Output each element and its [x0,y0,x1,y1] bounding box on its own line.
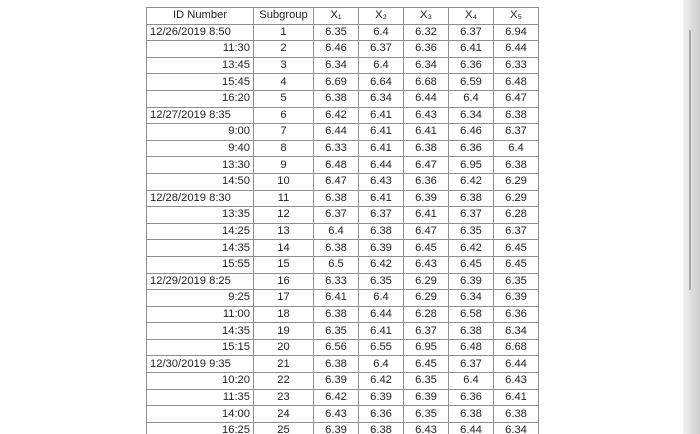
subgroup-cell: 1 [254,24,314,41]
x3-cell: 6.45 [404,240,449,257]
x4-cell: 6.35 [449,223,494,240]
x5-cell: 6.35 [494,273,539,290]
x4-cell: 6.42 [449,240,494,257]
x4-cell: 6.4 [449,373,494,390]
subgroup-cell: 14 [254,240,314,257]
x4-cell: 6.59 [449,74,494,91]
x3-cell: 6.43 [404,107,449,124]
table-row [147,190,539,207]
x3-cell: 6.47 [404,157,449,174]
id-number-cell: 13:30 [147,157,254,174]
table-row [147,124,539,141]
x5-cell: 6.44 [494,41,539,58]
subgroup-cell: 7 [254,124,314,141]
id-number-cell: 11:00 [147,306,254,323]
x2-cell: 6.41 [359,323,404,340]
x1-cell: 6.33 [314,140,359,157]
x5-cell: 6.68 [494,339,539,356]
x3-cell: 6.38 [404,140,449,157]
x5-cell: 6.37 [494,124,539,141]
x5-cell: 6.38 [494,157,539,174]
table-row [147,323,539,340]
table-row [147,406,539,423]
x3-cell: 6.36 [404,41,449,58]
x1-cell: 6.34 [314,57,359,74]
table-row [147,74,539,91]
x2-cell: 6.39 [359,389,404,406]
id-number-cell: 12/29/2019 8:25 [147,273,254,290]
header-row [147,8,539,25]
header-id-number: ID Number [147,8,254,25]
subgroup-cell: 24 [254,406,314,423]
table-row [147,223,539,240]
id-number-cell: 11:30 [147,41,254,58]
x5-cell: 6.45 [494,240,539,257]
x1-cell: 6.35 [314,24,359,41]
subgroup-cell: 19 [254,323,314,340]
header-x5: X₅ [494,8,539,25]
table-row [147,422,539,434]
x1-cell: 6.38 [314,190,359,207]
x2-cell: 6.41 [359,140,404,157]
table-row [147,256,539,273]
id-number-cell: 14:00 [147,406,254,423]
x1-cell: 6.4 [314,223,359,240]
x5-cell: 6.36 [494,306,539,323]
x4-cell: 6.48 [449,339,494,356]
id-number-cell: 14:25 [147,223,254,240]
x2-cell: 6.39 [359,240,404,257]
subgroup-cell: 23 [254,389,314,406]
id-number-cell: 16:25 [147,422,254,434]
subgroup-cell: 8 [254,140,314,157]
table-row [147,389,539,406]
table-row [147,41,539,58]
x2-cell: 6.35 [359,273,404,290]
table-row [147,157,539,174]
subgroup-cell: 11 [254,190,314,207]
x3-cell: 6.35 [404,406,449,423]
x5-cell: 6.47 [494,90,539,107]
x3-cell: 6.29 [404,290,449,307]
table-row [147,90,539,107]
x5-cell: 6.94 [494,24,539,41]
x5-cell: 6.34 [494,323,539,340]
x1-cell: 6.38 [314,90,359,107]
id-number-cell: 12/26/2019 8:50 [147,24,254,41]
id-number-cell: 12/30/2019 9:35 [147,356,254,373]
x3-cell: 6.47 [404,223,449,240]
subgroup-cell: 6 [254,107,314,124]
id-number-cell: 12/28/2019 8:30 [147,190,254,207]
x2-cell: 6.42 [359,256,404,273]
x4-cell: 6.58 [449,306,494,323]
subgroup-cell: 16 [254,273,314,290]
subgroup-cell: 9 [254,157,314,174]
id-number-cell: 15:45 [147,74,254,91]
x5-cell: 6.33 [494,57,539,74]
x4-cell: 6.95 [449,157,494,174]
x1-cell: 6.39 [314,373,359,390]
table-row [147,273,539,290]
id-number-cell: 16:20 [147,90,254,107]
x1-cell: 6.33 [314,273,359,290]
x1-cell: 6.35 [314,323,359,340]
x2-cell: 6.41 [359,124,404,141]
subgroup-cell: 18 [254,306,314,323]
id-number-cell: 14:35 [147,240,254,257]
x2-cell: 6.38 [359,223,404,240]
x1-cell: 6.56 [314,339,359,356]
x4-cell: 6.36 [449,140,494,157]
x4-cell: 6.45 [449,256,494,273]
x4-cell: 6.4 [449,90,494,107]
x1-cell: 6.38 [314,306,359,323]
subgroup-cell: 12 [254,207,314,224]
x4-cell: 6.44 [449,422,494,434]
x3-cell: 6.45 [404,356,449,373]
x5-cell: 6.45 [494,256,539,273]
subgroup-cell: 10 [254,173,314,190]
x2-cell: 6.64 [359,74,404,91]
x1-cell: 6.46 [314,41,359,58]
x3-cell: 6.35 [404,373,449,390]
x5-cell: 6.44 [494,356,539,373]
id-number-cell: 9:00 [147,124,254,141]
x3-cell: 6.39 [404,190,449,207]
x2-cell: 6.42 [359,373,404,390]
x1-cell: 6.37 [314,207,359,224]
x2-cell: 6.37 [359,41,404,58]
x4-cell: 6.39 [449,273,494,290]
x2-cell: 6.43 [359,173,404,190]
table-row [147,24,539,41]
x1-cell: 6.38 [314,240,359,257]
x4-cell: 6.38 [449,190,494,207]
x5-cell: 6.39 [494,290,539,307]
x1-cell: 6.38 [314,356,359,373]
x2-cell: 6.44 [359,157,404,174]
table-row [147,339,539,356]
x4-cell: 6.38 [449,406,494,423]
id-number-cell: 9:25 [147,290,254,307]
page-edge-shadow [683,0,700,434]
page-edge-line [689,30,691,290]
x4-cell: 6.37 [449,24,494,41]
x3-cell: 6.68 [404,74,449,91]
x3-cell: 6.43 [404,422,449,434]
header-x4: X₄ [449,8,494,25]
subgroup-cell: 22 [254,373,314,390]
x1-cell: 6.44 [314,124,359,141]
header-subgroup: Subgroup [254,8,314,25]
x5-cell: 6.43 [494,373,539,390]
x1-cell: 6.47 [314,173,359,190]
x3-cell: 6.32 [404,24,449,41]
x4-cell: 6.36 [449,57,494,74]
x1-cell: 6.5 [314,256,359,273]
x3-cell: 6.41 [404,124,449,141]
table-row [147,140,539,157]
x2-cell: 6.38 [359,422,404,434]
subgroup-cell: 20 [254,339,314,356]
x4-cell: 6.34 [449,107,494,124]
table-row [147,373,539,390]
x3-cell: 6.44 [404,90,449,107]
x4-cell: 6.41 [449,41,494,58]
x1-cell: 6.42 [314,107,359,124]
id-number-cell: 14:35 [147,323,254,340]
x5-cell: 6.41 [494,389,539,406]
x5-cell: 6.48 [494,74,539,91]
x3-cell: 6.41 [404,207,449,224]
subgroup-cell: 4 [254,74,314,91]
subgroup-cell: 2 [254,41,314,58]
x3-cell: 6.29 [404,273,449,290]
x5-cell: 6.38 [494,406,539,423]
subgroup-cell: 3 [254,57,314,74]
x4-cell: 6.46 [449,124,494,141]
id-number-cell: 9:40 [147,140,254,157]
x2-cell: 6.4 [359,57,404,74]
x1-cell: 6.69 [314,74,359,91]
table-row [147,306,539,323]
x2-cell: 6.55 [359,339,404,356]
x5-cell: 6.37 [494,223,539,240]
subgroup-cell: 5 [254,90,314,107]
x2-cell: 6.41 [359,107,404,124]
x2-cell: 6.4 [359,290,404,307]
x2-cell: 6.4 [359,356,404,373]
x2-cell: 6.36 [359,406,404,423]
x5-cell: 6.4 [494,140,539,157]
x2-cell: 6.41 [359,190,404,207]
x3-cell: 6.95 [404,339,449,356]
table-body [147,24,539,434]
x2-cell: 6.37 [359,207,404,224]
table-row [147,173,539,190]
id-number-cell: 12/27/2019 8:35 [147,107,254,124]
table-row [147,290,539,307]
id-number-cell: 11:35 [147,389,254,406]
subgroup-cell: 13 [254,223,314,240]
subgroup-cell: 15 [254,256,314,273]
x1-cell: 6.41 [314,290,359,307]
id-number-cell: 15:55 [147,256,254,273]
id-number-cell: 15:15 [147,339,254,356]
x5-cell: 6.29 [494,190,539,207]
x5-cell: 6.34 [494,422,539,434]
header-x1: X₁ [314,8,359,25]
subgroup-cell: 21 [254,356,314,373]
x3-cell: 6.43 [404,256,449,273]
x3-cell: 6.37 [404,323,449,340]
subgroup-cell: 25 [254,422,314,434]
id-number-cell: 14:50 [147,173,254,190]
x4-cell: 6.37 [449,207,494,224]
table-row [147,240,539,257]
id-number-cell: 10:20 [147,373,254,390]
x1-cell: 6.48 [314,157,359,174]
header-x3: X₃ [404,8,449,25]
id-number-cell: 13:45 [147,57,254,74]
x1-cell: 6.42 [314,389,359,406]
x4-cell: 6.42 [449,173,494,190]
table-row [147,57,539,74]
header-x2: X₂ [359,8,404,25]
x2-cell: 6.34 [359,90,404,107]
x5-cell: 6.29 [494,173,539,190]
x4-cell: 6.38 [449,323,494,340]
x1-cell: 6.39 [314,422,359,434]
subgroup-cell: 17 [254,290,314,307]
table-row [147,207,539,224]
x2-cell: 6.4 [359,24,404,41]
x2-cell: 6.44 [359,306,404,323]
x5-cell: 6.38 [494,107,539,124]
x3-cell: 6.36 [404,173,449,190]
x3-cell: 6.34 [404,57,449,74]
x3-cell: 6.39 [404,389,449,406]
x5-cell: 6.28 [494,207,539,224]
table-row [147,356,539,373]
x4-cell: 6.37 [449,356,494,373]
x4-cell: 6.34 [449,290,494,307]
id-number-cell: 13:35 [147,207,254,224]
x3-cell: 6.28 [404,306,449,323]
measurement-table [146,7,539,434]
x4-cell: 6.36 [449,389,494,406]
table-row [147,107,539,124]
x1-cell: 6.43 [314,406,359,423]
